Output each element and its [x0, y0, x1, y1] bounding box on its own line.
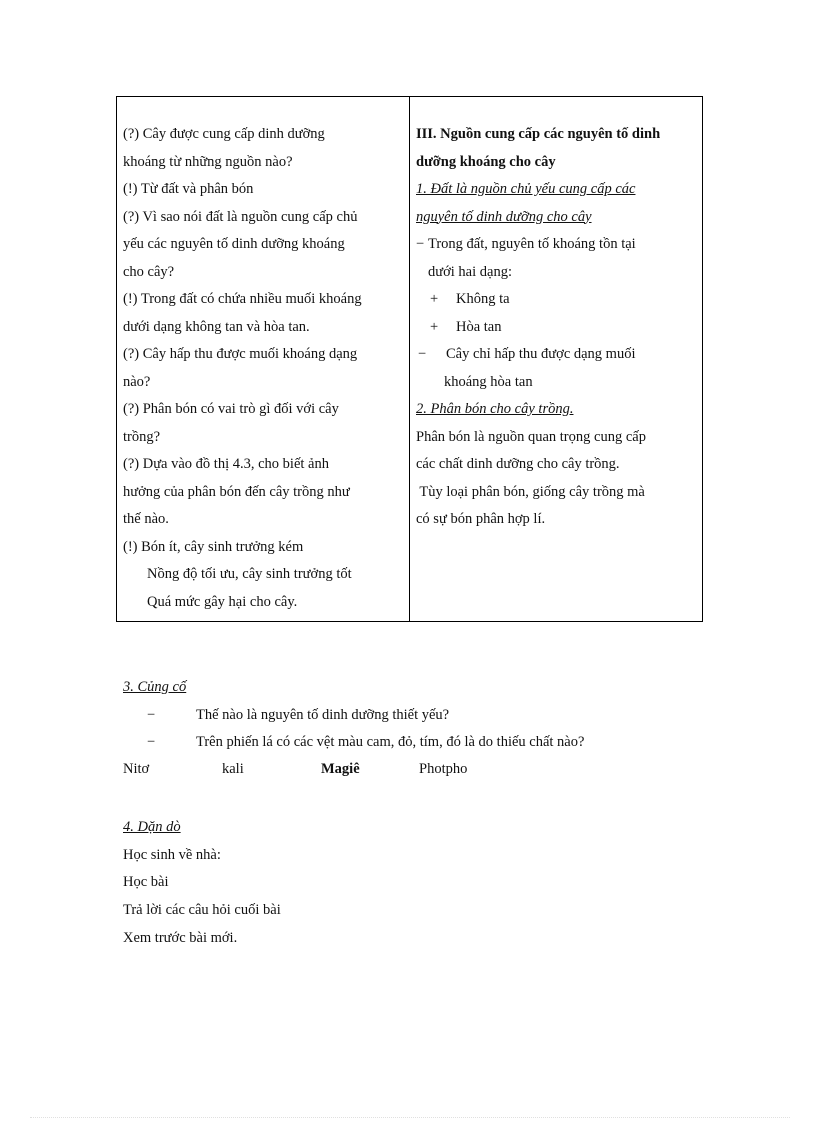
paragraph-line: các chất dinh dưỡng cho cây trồng.: [416, 456, 620, 472]
page-footer-divider: [30, 1117, 790, 1118]
qa-line-indented: Nồng độ tối ưu, cây sinh trưởng tốt: [147, 566, 352, 582]
dash-symbol: −: [147, 734, 156, 751]
qa-line: thế nào.: [123, 511, 169, 527]
option-photpho: Photpho: [419, 761, 468, 777]
bullet-text: Không ta: [456, 291, 510, 307]
dash-symbol: −: [416, 236, 425, 252]
homework-line: Học bài: [123, 874, 169, 891]
option-nito: Nitơ: [123, 761, 150, 777]
consolidation-heading: 3. Củng cố: [123, 679, 187, 695]
qa-line: cho cây?: [123, 263, 175, 280]
bullet-text: Cây chỉ hấp thu được dạng muối: [446, 346, 636, 362]
plus-symbol: +: [430, 291, 439, 307]
plus-bullet: [416, 286, 696, 314]
dash-bullet: [416, 231, 696, 259]
teacher-student-activity-cell: [117, 97, 410, 622]
lesson-content-cell: [410, 97, 703, 622]
lesson-table: [116, 96, 703, 622]
qa-line: (?) Cây hấp thu được muối khoáng dạng: [123, 346, 358, 362]
homework-section: [123, 814, 281, 953]
section-heading: III. Nguồn cung cấp các nguyên tố dinh: [416, 126, 661, 142]
dash-symbol: −: [147, 706, 156, 723]
plus-symbol: +: [430, 318, 439, 335]
dash-symbol: −: [418, 346, 427, 362]
qa-line: (!) Bón ít, cây sinh trưởng kém: [123, 538, 304, 555]
subheading-soil: nguyên tố dinh dưỡng cho cây: [416, 208, 592, 225]
option-kali: kali: [222, 761, 244, 777]
qa-line: (?) Cây được cung cấp dinh dưỡng: [123, 126, 325, 142]
bullet-text: Trong đất, nguyên tố khoáng tồn tại: [428, 236, 636, 252]
homework-heading: 4. Dặn dò: [123, 819, 181, 835]
homework-line: Trả lời các câu hỏi cuối bài: [123, 902, 281, 919]
qa-line: (!) Trong đất có chứa nhiều muối khoáng: [123, 291, 362, 307]
qa-line: (?) Dựa vào đồ thị 4.3, cho biết ảnh: [123, 456, 329, 472]
subheading-soil: 1. Đất là nguồn chủ yếu cung cấp các: [416, 181, 636, 197]
question-text: Trên phiến lá có các vệt màu cam, đỏ, tím, đó là do thiếu chất nào?: [196, 734, 585, 751]
question-text: Thế nào là nguyên tố dinh dưỡng thiết yếu?: [196, 706, 450, 723]
consolidation-question: [123, 729, 584, 757]
homework-line: Xem trước bài mới.: [123, 929, 238, 946]
section-heading: dưỡng khoáng cho cây: [416, 153, 556, 170]
qa-line: (?) Phân bón có vai trò gì đối với cây: [123, 401, 339, 417]
qa-line: yếu các nguyên tố dinh dưỡng khoáng: [123, 236, 345, 252]
qa-line: khoáng từ những nguồn nào?: [123, 153, 293, 170]
paragraph-line: có sự bón phân hợp lí.: [416, 511, 546, 527]
plus-bullet: [416, 314, 696, 342]
qa-line-indented: Quá mức gây hại cho cây.: [147, 593, 298, 610]
bullet-text: dưới hai dạng:: [428, 263, 512, 280]
qa-line: (?) Vì sao nói đất là nguồn cung cấp chủ: [123, 208, 358, 225]
qa-line: (!) Từ đất và phân bón: [123, 181, 254, 197]
paragraph-line: Tùy loại phân bón, giống cây trồng mà: [416, 483, 645, 500]
dash-bullet: [416, 341, 696, 369]
option-magie: Magiê: [321, 761, 360, 777]
qa-line: trồng?: [123, 428, 161, 445]
homework-line: Học sinh về nhà:: [123, 846, 221, 863]
bullet-text: Hòa tan: [456, 318, 502, 335]
paragraph-line: Phân bón là nguồn quan trọng cung cấp: [416, 428, 646, 445]
qa-line: hưởng của phân bón đến cây trồng như: [123, 483, 350, 500]
bullet-text: khoáng hòa tan: [444, 373, 533, 390]
answer-options: [123, 761, 623, 785]
qa-line: nào?: [123, 373, 151, 390]
consolidation-section: [123, 674, 584, 757]
qa-line: dưới dạng không tan và hòa tan.: [123, 318, 310, 335]
subheading-fertilizer: 2. Phân bón cho cây trồng.: [416, 401, 574, 417]
consolidation-question: [123, 702, 584, 730]
